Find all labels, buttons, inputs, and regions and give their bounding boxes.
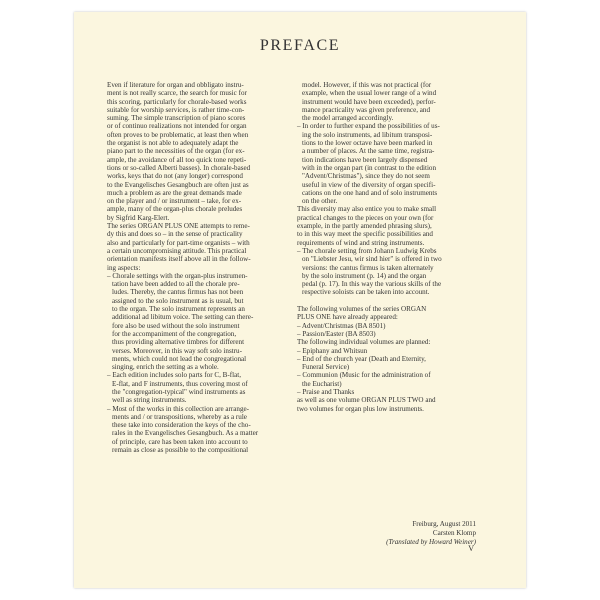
text-line: ample, the avoidance of all too quick tone repeti- — [107, 155, 247, 164]
text-line: on the player and / or instrument – take, for ex- — [107, 197, 242, 206]
text-line: tions to the lower octave have been marked in — [302, 139, 433, 148]
text-line: remain as close as possible to the compositional — [112, 446, 249, 455]
text-line: – Chorale settings with the organ-plus instrumen- — [107, 271, 248, 280]
signature-translator: (Translated by Howard Weiner) — [386, 538, 476, 546]
signature-author: Carsten Klomp — [432, 529, 476, 537]
text-line: E-flat, and F instruments, thus covering most of — [112, 379, 248, 388]
text-line: "Advent/Christmas"), since they do not seem — [302, 172, 430, 181]
text-line: to in this way meet the specific possibilities and — [297, 230, 433, 239]
text-line: tation have been added to all the chorale pre- — [112, 280, 240, 289]
text-line: ing aspects: — [107, 263, 141, 272]
text-line: rales in the Evangelisches Gesangbuch. As a matter — [112, 429, 259, 438]
text-line: – In order to further expand the possibilities of us- — [297, 122, 440, 131]
text-line: much a problem as are the great demands made — [107, 188, 242, 197]
text-line: ment is not really scarce, the search for music for — [107, 89, 247, 98]
text-line: on "Liebster Jesu, wir sind hier" is offered in two — [302, 255, 442, 264]
text-line: to the organ. The solo instrument represents an — [112, 305, 245, 314]
text-line: The series ORGAN PLUS ONE attempts to reme- — [107, 222, 250, 231]
text-line: additional ad libitum voice. The setting can there- — [112, 313, 254, 322]
text-line: This diversity may also entice you to make small — [297, 205, 437, 214]
text-line: the Eucharist) — [302, 379, 342, 388]
text-line: a certain uncompromising attitude. This practical — [107, 246, 247, 255]
text-line: cations on the one hand and of solo instruments — [302, 188, 438, 197]
text-line: two volumes for organ plus low instruments. — [297, 404, 424, 413]
text-line: verses. Moreover, in this way soft solo instru- — [112, 346, 242, 355]
text-line: piano part to the necessities of the organ (for ex- — [107, 147, 245, 156]
text-line: or of continuo realizations not intended for organ — [107, 122, 247, 131]
right-column — [297, 81, 477, 413]
text-line: dy this and does so – in the sense of practicality — [107, 230, 243, 239]
text-line: works, keys that do not (any longer) correspond — [107, 172, 243, 181]
text-line: orientation manifests itself above all in the follow- — [107, 255, 251, 264]
text-line: assigned to the solo instrument as is usual, but — [112, 296, 244, 305]
text-line: practical changes to the pieces on your own (for — [297, 213, 434, 222]
text-line: a number of places. At the same time, registra- — [302, 147, 435, 156]
text-line: example, when the usual lower range of a wind — [302, 89, 437, 98]
text-line: – Most of the works in this collection are arrange- — [107, 404, 250, 413]
text-line: ing the solo instruments, ad libitum transposi- — [302, 130, 433, 139]
text-line: the organist is not able to adequately adapt the — [107, 139, 239, 148]
text-line: the "congregation-typical" wind instruments as — [112, 387, 246, 396]
text-line: tions or so-called Alberti basses). In chorale-based — [107, 163, 251, 172]
text-line: fore also be used without the solo instrument — [112, 321, 240, 330]
text-line: with in the organ part (in contrast to the edition — [302, 163, 437, 172]
text-line: singing, enrich the setting as a whole. — [112, 363, 219, 372]
text-line: the model arranged accordingly. — [302, 114, 394, 123]
text-line: Funeral Service) — [302, 363, 350, 372]
text-line: this scoring, particularly for chorale-based works — [107, 97, 247, 106]
text-line: to the Evangelisches Gesangbuch are often just as — [107, 180, 249, 189]
text-line: ample, many of the organ-plus chorale preludes — [107, 205, 243, 214]
text-line: requirements of wind and string instruments. — [297, 238, 425, 247]
text-line: – End of the church year (Death and Eternity, — [297, 354, 426, 363]
text-line: these take into consideration the keys of the cho- — [112, 421, 251, 430]
text-line: – The chorale setting from Johann Ludwig Krebs — [297, 246, 437, 255]
text-line: respective soloists can be taken into account. — [302, 288, 430, 297]
text-line: on the other. — [302, 197, 338, 206]
text-line: for the accompaniment of the congregation, — [112, 329, 237, 338]
text-line: often proves to be problematic, at least then when — [107, 130, 249, 139]
document-page — [74, 12, 526, 588]
page-number: V — [468, 544, 474, 553]
text-line: ments, which could not lead the congregational — [112, 354, 247, 363]
text-line: as well as one volume ORGAN PLUS TWO and — [297, 396, 436, 405]
left-column — [107, 81, 283, 454]
text-line: model. However, if this was not practical (for — [302, 81, 432, 89]
signature-date-place: Freiburg, August 2011 — [412, 520, 476, 528]
text-line: suitable for worship services, is rather time-con- — [107, 105, 245, 114]
text-line: example, in the partly amended phrasing slurs), — [297, 222, 432, 231]
text-line: PLUS ONE have already appeared: — [297, 313, 398, 322]
text-line: The following volumes of the series ORGAN — [297, 305, 427, 314]
text-line: tion indications have been largely dispensed — [302, 155, 428, 164]
text-line: ments and / or transpositions, whereby as a rule — [112, 412, 247, 421]
text-line: – Advent/Christmas (BA 8501) — [297, 321, 386, 330]
text-line: by the solo instrument (p. 14) and the organ — [302, 271, 427, 280]
text-line: – Each edition includes solo parts for C, B-flat, — [107, 371, 241, 380]
text-line: of principle, care has been taken into account to — [112, 437, 248, 446]
text-line: The following individual volumes are planned: — [297, 338, 431, 347]
text-line: suming. The simple transcription of piano scores — [107, 114, 246, 123]
text-line: useful in view of the diversity of organ specifi- — [302, 180, 436, 189]
text-line: Even if literature for organ and obbligato instru- — [107, 81, 244, 89]
text-line — [297, 297, 477, 305]
page-title: PREFACE — [259, 37, 341, 54]
text-line: – Passion/Easter (BA 8503) — [297, 329, 376, 338]
text-line: – Epiphany and Whitsun — [297, 346, 368, 355]
text-line: versions: the cantus firmus is taken alternately — [302, 263, 434, 272]
text-line: – Praise and Thanks — [297, 387, 355, 396]
text-line: mance practicality was given preference, and — [302, 105, 431, 114]
text-line: pedal (p. 17). In this way the various skills of the — [302, 280, 442, 289]
text-line: – Communion (Music for the administration of — [297, 371, 431, 380]
text-line: also and particularly for part-time organists – with — [107, 238, 250, 247]
text-line: well as string instruments. — [112, 396, 187, 405]
text-line: ludes. Thereby, the cantus firmus has not been — [112, 288, 244, 297]
text-line: instrument would have been exceeded), perfor- — [302, 97, 436, 106]
text-line: thus providing alternative timbres for different — [112, 338, 245, 347]
text-line: by Sigfrid Karg-Elert. — [107, 213, 170, 222]
